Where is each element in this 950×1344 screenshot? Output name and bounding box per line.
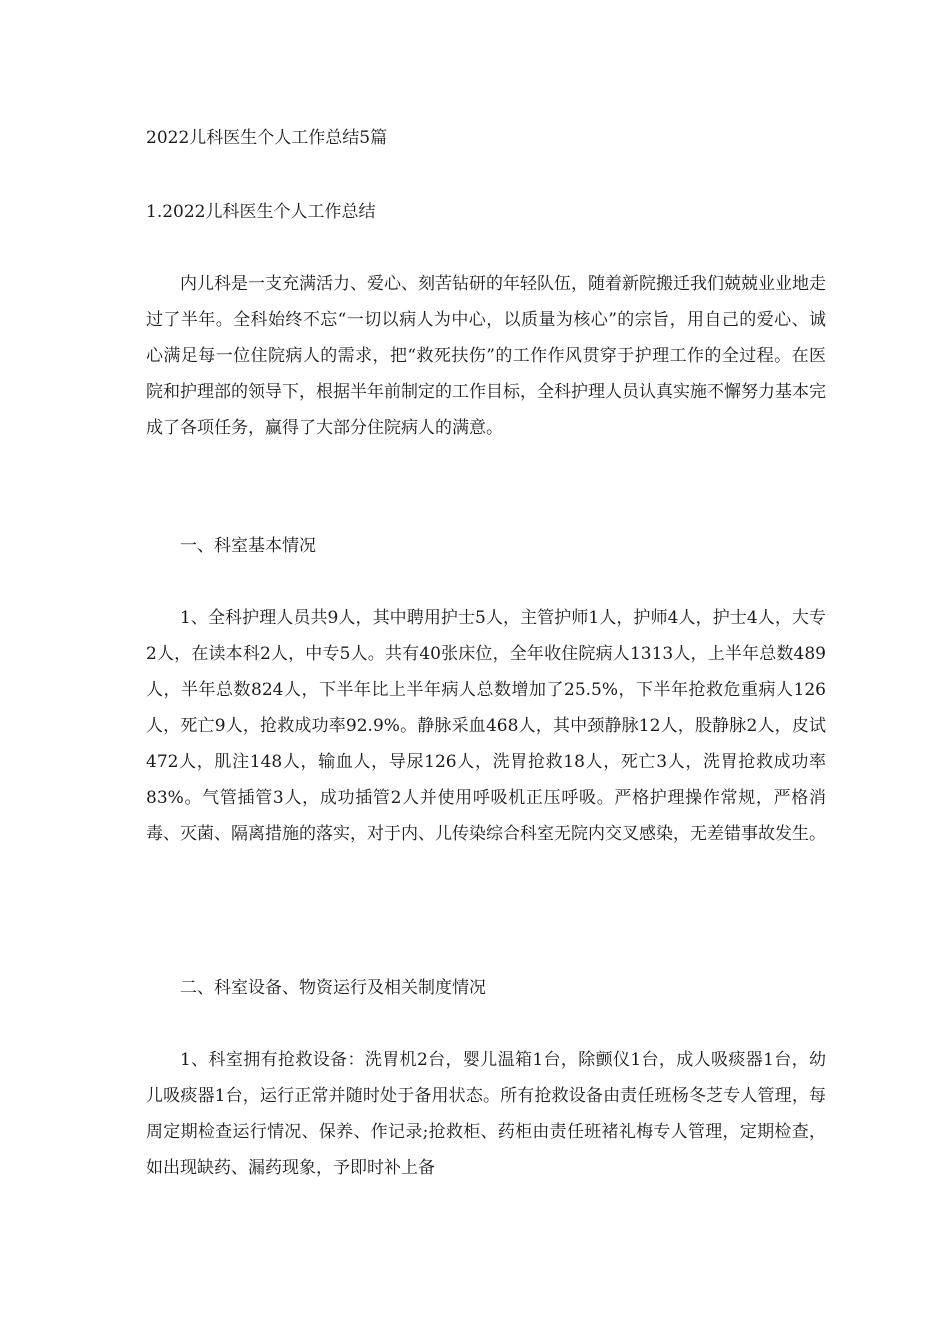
section-heading-equipment: 二、科室设备、物资运行及相关制度情况 [180, 978, 486, 998]
section-paragraph-equipment: 1、科室拥有抢救设备：洗胃机2台，婴儿温箱1台，除颤仪1台，成人吸痰器1台，幼儿吸痰器1台，运行正常并随时处于备用状态。所有抢救设备由责任班杨冬芝专人管理，每周定期检查运行情况、保养、作记录;抢救柜、药柜由责任班褚礼梅专人管理，定期检查，如出现缺药、漏药现象，予即时补上备 [146, 1050, 826, 1178]
section-heading-basic-info: 一、科室基本情况 [180, 536, 316, 556]
document-subtitle: 1.2022儿科医生个人工作总结 [146, 202, 376, 222]
document-title: 2022儿科医生个人工作总结5篇 [146, 128, 388, 148]
intro-paragraph: 内儿科是一支充满活力、爱心、刻苦钻研的年轻队伍，随着新院搬迁我们兢兢业业地走过了半年。全科始终不忘“一切以病人为中心，以质量为核心”的宗旨，用自己的爱心、诚心满足每一位住院病人的需求，把“救死扶伤”的工作作风贯穿于护理工作的全过程。在医院和护理部的领导下，根据半年前制定的工作目标，全科护理人员认真实施不懈努力基本完成了各项任务，赢得了大部分住院病人的满意。 [146, 274, 826, 438]
section-paragraph-basic-info: 1、全科护理人员共9人，其中聘用护士5人，主管护师1人，护师4人，护士4人，大专2人，在读本科2人，中专5人。共有40张床位，全年收住院病人1313人，上半年总数489人，半年总数824人，下半年比上半年病人总数增加了25.5%，下半年抢救危重病人126人，死亡9人，抢救成功率92.9%。静脉采血468人，其中颈静脉12人，股静脉2人，皮试472人，肌注148人，输血人，导尿126人，洗胃抢救18人，死亡3人，洗胃抢救成功率83%。气管插管3人，成功插管2人并使用呼吸机正压呼吸。严格护理操作常规，严格消毒、灭菌、隔离措施的落实，对于内、儿传染综合科室无院内交叉感染，无差错事故发生。 [146, 608, 826, 844]
